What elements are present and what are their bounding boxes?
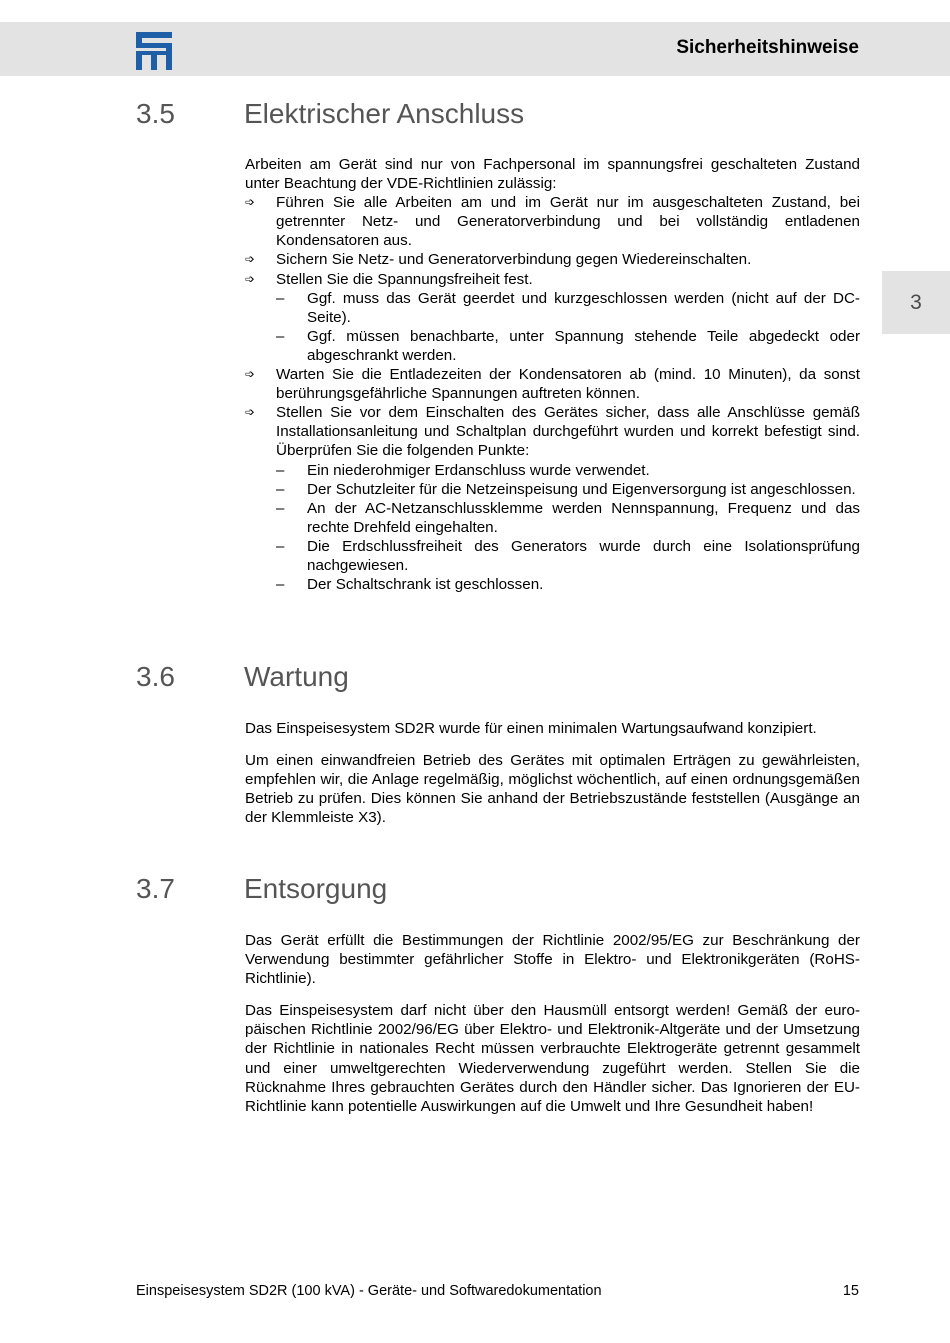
dash-icon: – bbox=[276, 327, 285, 345]
arrow-icon: ➩ bbox=[245, 405, 256, 420]
list-item bbox=[245, 250, 860, 269]
section-title: Entsorgung bbox=[244, 873, 388, 904]
dash-icon: – bbox=[276, 480, 285, 498]
company-logo bbox=[136, 32, 172, 70]
sub-list-item bbox=[276, 537, 860, 575]
list-item bbox=[245, 403, 860, 594]
sub-list-item bbox=[276, 575, 860, 594]
bullet-list bbox=[245, 193, 860, 594]
list-item-text: Warten Sie die Entladezeiten der Kondensatoren ab (mind. 10 Minuten), da sonst berührungsgefährliche Spannungen auftreten können. bbox=[276, 366, 860, 403]
section-title: Wartung bbox=[244, 661, 349, 692]
footer-page-number: 15 bbox=[842, 1283, 859, 1299]
section-body-3-6 bbox=[245, 719, 860, 840]
sub-list-item-text: Der Schutzleiter für die Netzeinspeisung und Eigenversorgung ist angeschlossen. bbox=[307, 480, 856, 498]
section-number: 3.5 bbox=[136, 98, 175, 129]
sub-list-item bbox=[276, 480, 860, 499]
dash-icon: – bbox=[276, 576, 285, 594]
sub-list-item bbox=[276, 461, 860, 480]
paragraph: Das Einspeisesystem SD2R wurde für einen minimalen Wartungsaufwand konzipiert. bbox=[245, 720, 817, 737]
section-number: 3.6 bbox=[136, 661, 175, 692]
section-body-3-7 bbox=[245, 931, 860, 1129]
paragraph: Um einen einwandfreien Betrieb des Gerätes mit optimalen Erträgen zu gewährleisten, empfehlen wir, die Anlage regelmäßig, möglichst wöchentlich, auf einen ordnungsgemäßen Betrieb zu prüfen. Dies können Sie anhand der Betriebszustände feststellen (Ausgänge an der Klemmleiste X3). bbox=[245, 752, 860, 827]
list-item-text: Führen Sie alle Arbeiten am und im Gerät nur im ausgeschalteten Zustand, bei getrennter Netz- und Generatorverbindung und bei vollständig entladenen Kondensatoren aus. bbox=[276, 194, 860, 250]
arrow-icon: ➩ bbox=[245, 271, 256, 286]
list-item bbox=[245, 270, 860, 365]
sub-list-item-text: Ein niederohmiger Erdanschluss wurde verwendet. bbox=[307, 461, 650, 479]
sub-list bbox=[276, 289, 860, 365]
sub-list-item-text: Der Schaltschrank ist geschlossen. bbox=[307, 576, 544, 594]
section-heading-3-6 bbox=[136, 661, 860, 701]
sub-list-item bbox=[276, 327, 860, 365]
footer-document-title: Einspeisesystem SD2R (100 kVA) - Geräte- und Softwaredokumentation bbox=[136, 1283, 602, 1299]
list-item bbox=[245, 193, 860, 250]
sub-list-item-text: An der AC-Netzanschlussklemme werden Nennspannung, Frequenz und das rechte Drehfeld eingehalten. bbox=[307, 499, 860, 536]
arrow-icon: ➩ bbox=[245, 195, 256, 210]
section-body-3-5 bbox=[245, 155, 860, 594]
sub-list-item-text: Die Erdschlussfreiheit des Generators wurde durch eine Isolationsprüfung nachgewiesen. bbox=[307, 537, 860, 574]
sub-list-item-text: Ggf. muss das Gerät geerdet und kurzgeschlossen werden (nicht auf der DC-Seite). bbox=[307, 289, 860, 326]
chapter-tab: 3 bbox=[882, 271, 950, 334]
list-item-text: Sichern Sie Netz- und Generatorverbindung gegen Wiedereinschalten. bbox=[276, 251, 752, 269]
dash-icon: – bbox=[276, 461, 285, 479]
header-title: Sicherheitshinweise bbox=[676, 37, 859, 58]
sub-list bbox=[276, 461, 860, 595]
section-heading-3-5 bbox=[136, 98, 860, 138]
sub-list-item-text: Ggf. müssen benachbarte, unter Spannung stehende Teile abgedeckt oder abgeschrankt werden. bbox=[307, 327, 860, 364]
sub-list-item bbox=[276, 289, 860, 327]
arrow-icon: ➩ bbox=[245, 252, 256, 267]
arrow-icon: ➩ bbox=[245, 367, 256, 382]
section-title: Elektrischer Anschluss bbox=[244, 98, 525, 129]
paragraph: Das Einspeisesystem darf nicht über den Hausmüll entsorgt werden! Gemäß der europäischen Richtlinie 2002/96/EG über Elektro- und Elektronik-Altgeräte und der Umsetzung der Richtlinie in nationales Recht müssen verbrauchte Elektrogeräte getrennt gesammelt und einer umweltgerechten Wiederverwendung zugeführt werden. Stellen Sie die Rücknahme Ihres gebrauchten Gerätes durch den Händler sicher. Das Ignorieren der EU-Richtlinie kann potentielle Auswirkungen auf die Umwelt und Ihre Gesundheit haben! bbox=[245, 1002, 860, 1115]
intro-paragraph: Arbeiten am Gerät sind nur von Fachpersonal im spannungsfrei geschalteten Zustand unter Beachtung der VDE-Richtlinien zulässig: bbox=[245, 156, 860, 193]
section-heading-3-7 bbox=[136, 873, 860, 913]
dash-icon: – bbox=[276, 289, 285, 307]
sub-list-item bbox=[276, 499, 860, 537]
section-number: 3.7 bbox=[136, 873, 175, 904]
list-item-text: Stellen Sie die Spannungsfreiheit fest. bbox=[276, 270, 533, 288]
paragraph: Das Gerät erfüllt die Bestimmungen der Richtlinie 2002/95/EG zur Beschränkung der Verwendung bestimmter gefährlicher Stoffe in Elektro- und Elektronikgeräten (RoHS-Richtlinie). bbox=[245, 932, 860, 988]
list-item-text: Stellen Sie vor dem Einschalten des Gerätes sicher, dass alle Anschlüsse gemäß Installationsanleitung und Schaltplan durchgeführt wurden und korrekt befestigt sind. Überprüfen Sie die folgenden Punkte: bbox=[276, 404, 860, 460]
dash-icon: – bbox=[276, 499, 285, 517]
list-item bbox=[245, 365, 860, 403]
dash-icon: – bbox=[276, 537, 285, 555]
